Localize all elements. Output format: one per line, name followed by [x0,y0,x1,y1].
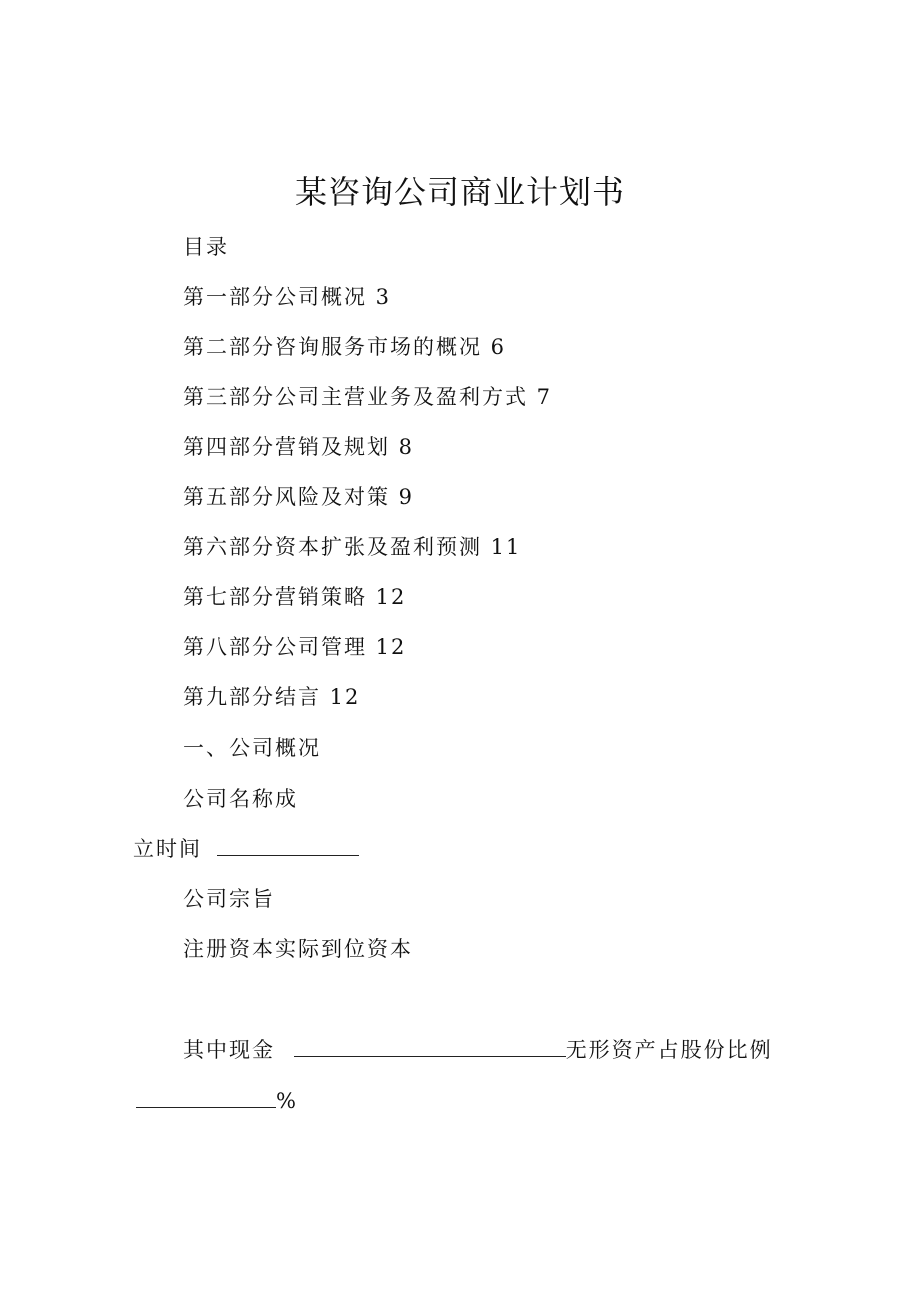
cash-label: 其中现金 [183,1038,275,1062]
toc-item: 第四部分营销及规划 8 [183,435,415,459]
toc-item: 第三部分公司主营业务及盈利方式 7 [183,385,553,409]
toc-item: 第七部分营销策略 12 [183,585,407,609]
toc-item: 第六部分资本扩张及盈利预测 11 [183,535,522,559]
toc-item: 第五部分风险及对策 9 [183,485,415,509]
capital-line: 注册资本实际到位资本 [183,937,413,961]
toc-item: 第二部分咨询服务市场的概况 6 [183,335,507,359]
percent-sign: % [276,1089,298,1113]
established-time-line [133,834,359,864]
established-time-label: 立时间 [133,837,202,861]
company-purpose-line: 公司宗旨 [183,887,275,911]
established-time-blank [217,835,359,856]
toc-item: 第一部分公司概况 3 [183,285,392,309]
document-title: 某咨询公司商业计划书 [294,173,625,211]
company-name-line: 公司名称成 [183,787,298,811]
toc-item: 第九部分结言 12 [183,685,361,709]
cash-blank [294,1036,566,1057]
cash-line [183,1035,773,1065]
percent-blank [136,1087,276,1108]
section-heading: 一、公司概况 [183,736,321,760]
toc-item: 第八部分公司管理 12 [183,635,407,659]
percent-line [136,1086,298,1116]
toc-heading: 目录 [183,235,229,259]
intangible-label: 无形资产占股份比例 [565,1038,773,1062]
